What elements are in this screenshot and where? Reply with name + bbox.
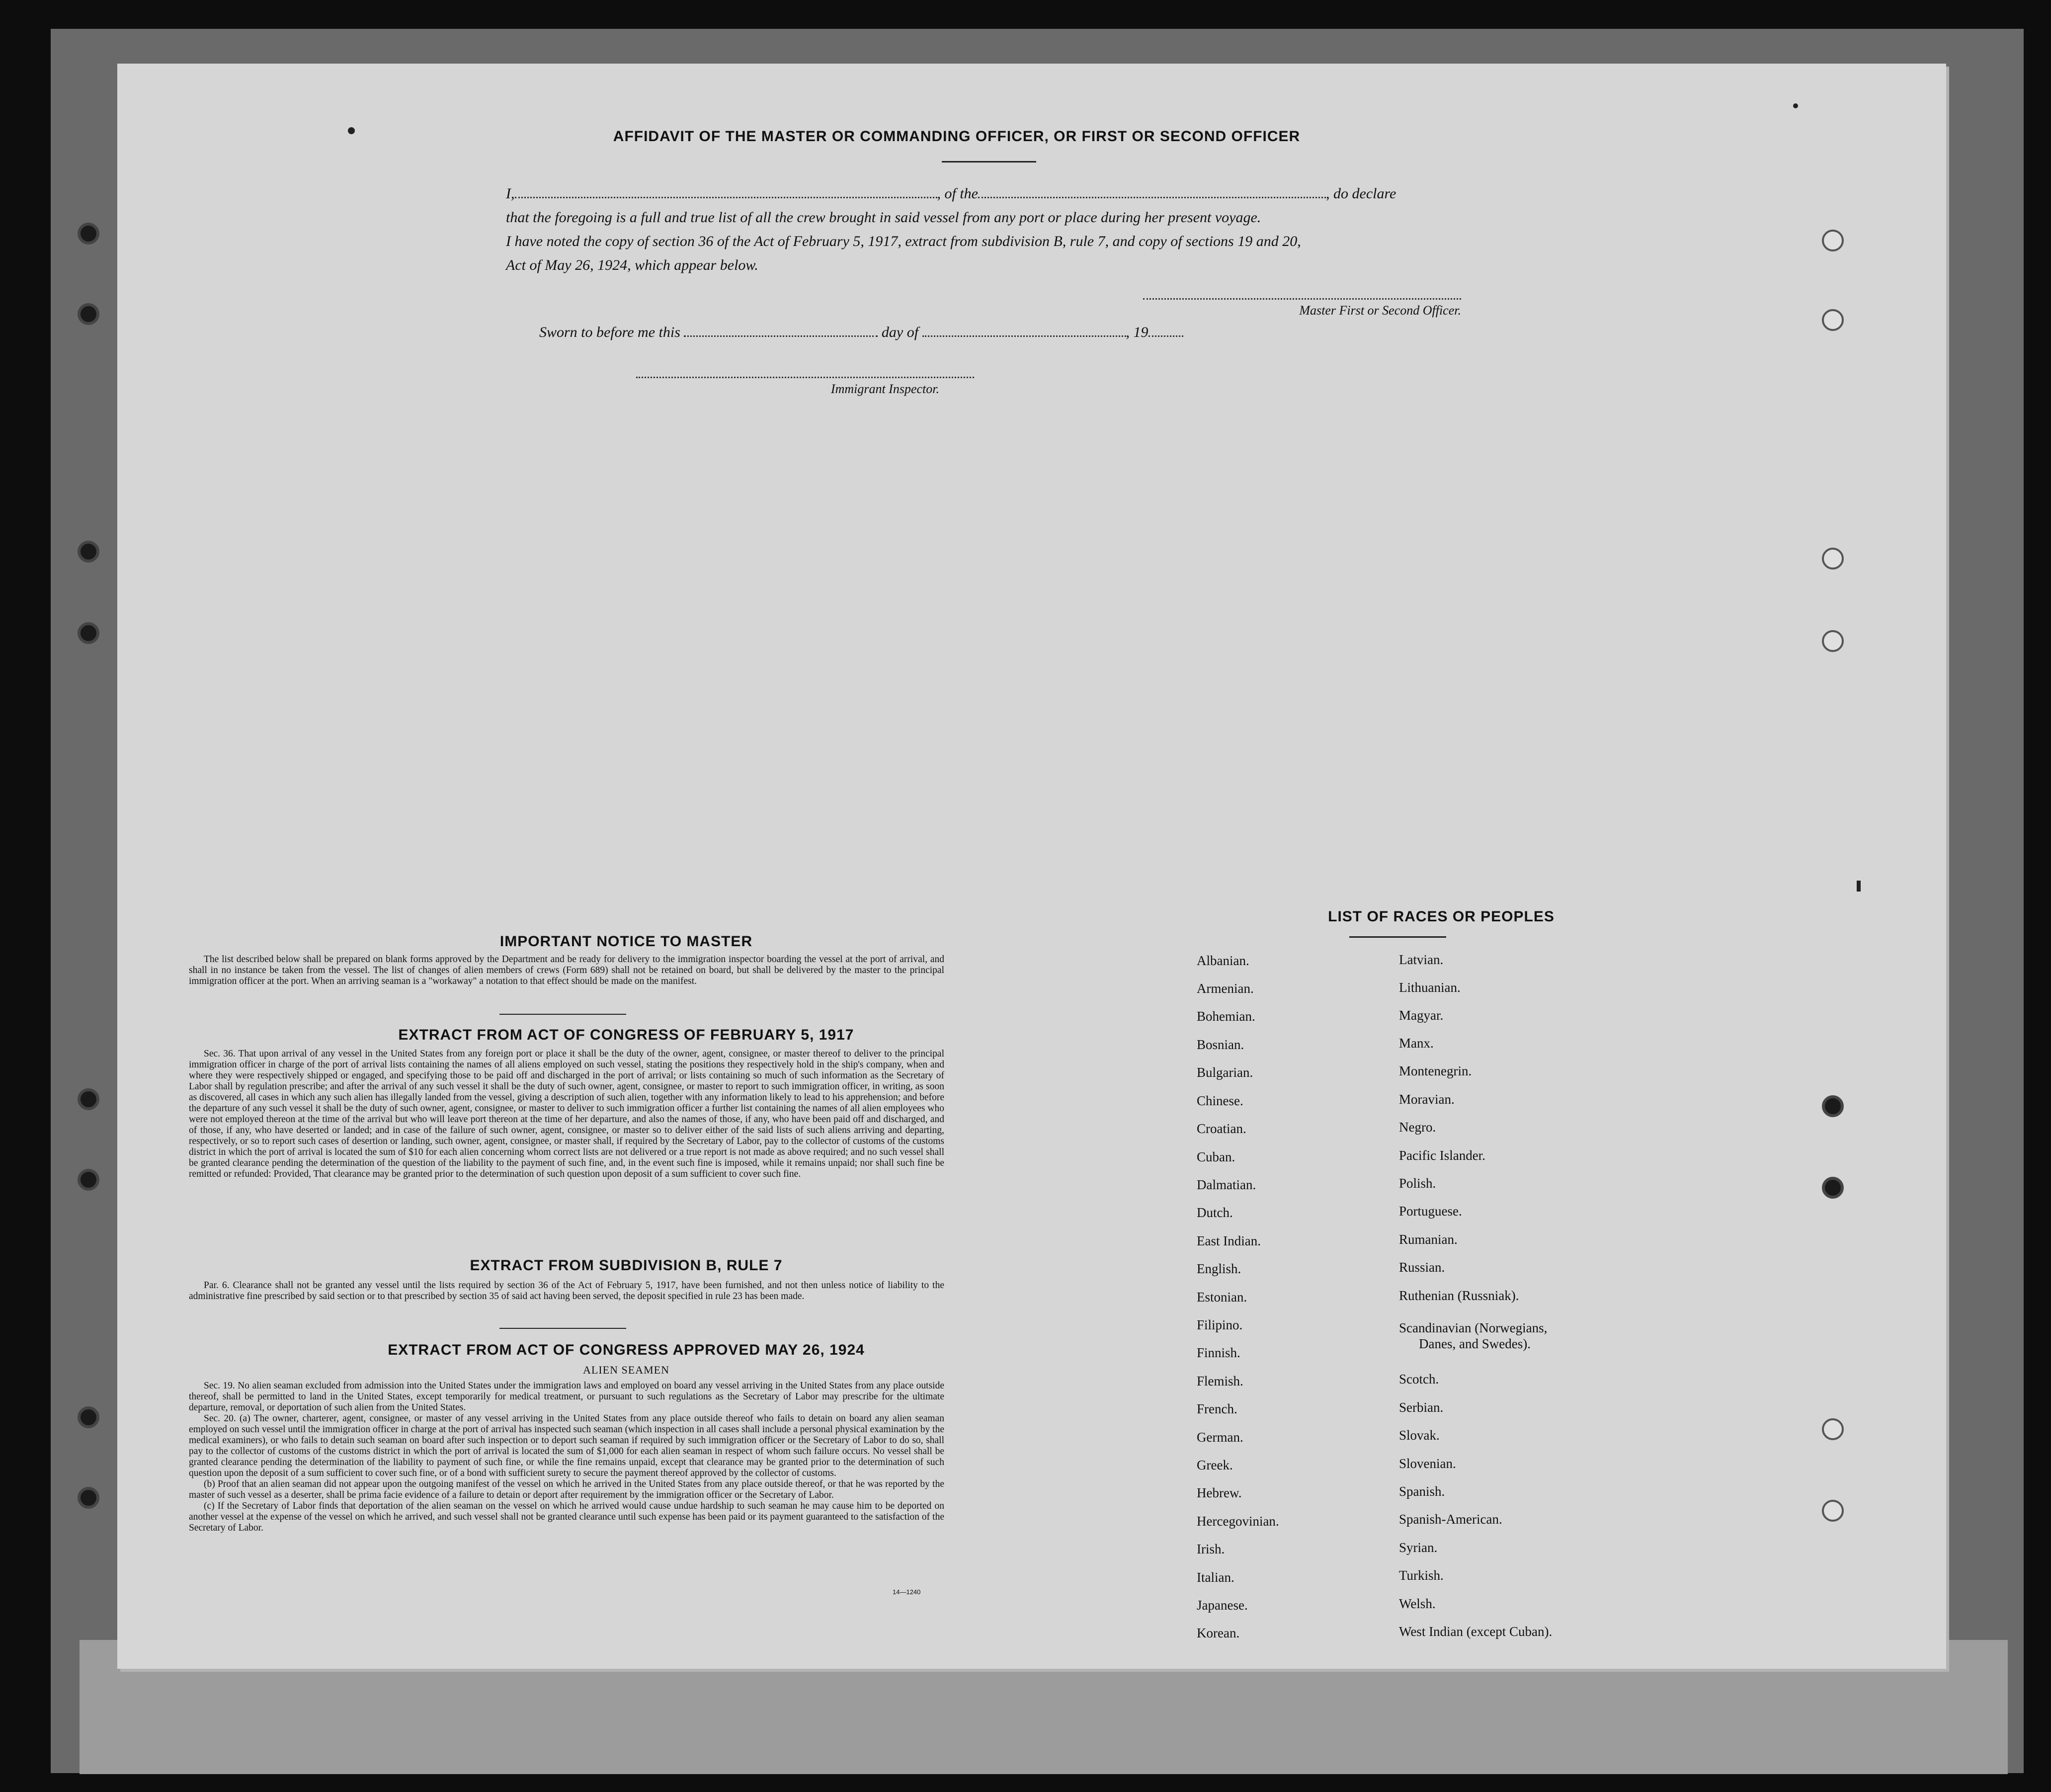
name-blank[interactable] bbox=[515, 197, 937, 198]
race-item: Rumanian. bbox=[1399, 1232, 1458, 1247]
extract-rule7-text: Par. 6. Clearance shall not be granted any vessel until the lists required by section 36 of the Act of February 5, 1917, have been furnished, and not then unless notice of liability to the administrative fine prescribed by said section or to that prescribed by section 35 of said act having been served, the deposit specified in rule 23 has been made. bbox=[189, 1280, 944, 1302]
master-signature bbox=[1138, 288, 1461, 318]
race-item: Hercegovinian. bbox=[1197, 1514, 1279, 1529]
race-item: German. bbox=[1197, 1430, 1243, 1445]
binder-hole bbox=[1822, 309, 1844, 331]
race-item: Spanish. bbox=[1399, 1484, 1445, 1499]
race-item: Filipino. bbox=[1197, 1317, 1243, 1332]
race-item: Latvian. bbox=[1399, 952, 1444, 967]
affidavit-of-the: , of the bbox=[937, 185, 978, 202]
extract-1917-text: Sec. 36. That upon arrival of any vessel in the United States from any foreign port or place it shall be the duty of the owner, agent, consignee, or master thereof to deliver to the principal immigration officer in charge of the port of arrival lists containing the names of all aliens employed on such vessel, stating the positions they respectively hold in the ship's company, when and where they were respectively shipped or engaged, and specifying those to be paid off and discharged in the port of arrival; or lists containing so much of such information as the Secretary of Labor shall by regulation prescribe; and after the arrival of any such vessel it shall be the duty of such owner, agent, consignee, or master to report to such immigration officer, in writing, as soon as discovered, all cases in which any such alien has illegally landed from the vessel, giving a description of such alien, together with any information likely to lead to his apprehension; and before the departure of any such vessel it shall be the duty of such owner, agent, consignee, or master to deliver to such immigration officer a further list containing the names of all alien employees who were not employed thereon at the time of the arrival but who will leave port thereon at the time of her departure, and also the names of those, if any, who have been paid off and discharged, and of those, if any, who have deserted or landed; and in case of the failure of such owner, agent, consignee, or master so to deliver either of the said lists of such aliens arriving and departing, respectively, or so to report such cases of desertion or landing, such owner, agent, consignee, or master shall, if required by the Secretary of Labor, pay to the collector of customs of the customs district in which the port of arrival is located the sum of $10 for each alien concerning whom correct lists are not delivered or a true report is not made as above required; and no such vessel shall be granted clearance pending the determination of the question of the liability to the payment of such fine, and, in the event such fine is imposed, while it remains unpaid; nor shall such fine be remitted or refunded: Provided, That clearance may be granted prior to the determination of such question upon deposit of a sum sufficient to cover such fine. bbox=[189, 1049, 944, 1179]
race-item: Scandinavian (Norwegians, bbox=[1399, 1320, 1548, 1335]
race-item: Hebrew. bbox=[1197, 1485, 1242, 1500]
race-item: Italian. bbox=[1197, 1570, 1234, 1585]
extract-1924-body bbox=[189, 1381, 944, 1534]
affidavit-line-1 bbox=[506, 182, 1475, 206]
binder-hole bbox=[78, 223, 99, 244]
race-item: English. bbox=[1197, 1261, 1241, 1276]
section-rule bbox=[499, 1328, 626, 1329]
race-item-scandinavian bbox=[1399, 1320, 1608, 1352]
race-item: Irish. bbox=[1197, 1542, 1225, 1556]
race-item: Estonian. bbox=[1197, 1290, 1247, 1304]
race-item: Bosnian. bbox=[1197, 1037, 1244, 1052]
extract-1917-body bbox=[189, 1049, 944, 1180]
race-item: Flemish. bbox=[1197, 1374, 1243, 1388]
affidavit-declare: , do declare bbox=[1326, 185, 1396, 202]
race-item: Croatian. bbox=[1197, 1121, 1246, 1136]
race-item: Slovenian. bbox=[1399, 1456, 1456, 1471]
race-item: Dalmatian. bbox=[1197, 1177, 1256, 1192]
sec-19-text: Sec. 19. No alien seaman excluded from admission into the United States under the immigration laws and employed on board any vessel arriving in the United States from any place outside thereof, shall be permitted to land in the United States, except temporarily for medical treatment, or pursuant to such regulations as the Secretary of Labor may prescribe for the ultimate departure, removal, or deportation of such alien from the United States. bbox=[189, 1381, 944, 1413]
extract-rule7-body bbox=[189, 1280, 944, 1302]
races-rule bbox=[1349, 936, 1446, 938]
extract-1924-title: EXTRACT FROM ACT OF CONGRESS APPROVED MAY 26, 1924 bbox=[388, 1342, 865, 1358]
race-item: Montenegrin. bbox=[1399, 1063, 1472, 1078]
master-signature-label: Master First or Second Officer. bbox=[1299, 303, 1461, 318]
form-number: 14—1240 bbox=[893, 1588, 921, 1596]
affidavit-body bbox=[506, 182, 1475, 277]
sec-20b-text: (b) Proof that an alien seaman did not appear upon the outgoing manifest of the vessel on which he arrived in the United States from any place outside thereof, or that he was reported by the master of such vessel as a deserter, shall be prima facie evidence of a failure to detain or deport after requirement by the immigration officer or the Secretary of Labor. bbox=[189, 1479, 944, 1500]
race-item: Scotch. bbox=[1399, 1372, 1439, 1386]
race-item: Greek. bbox=[1197, 1458, 1233, 1472]
binder-hole bbox=[1822, 548, 1844, 570]
race-item: Slovak. bbox=[1399, 1428, 1440, 1443]
race-item: French. bbox=[1197, 1401, 1237, 1416]
sec-20a-text: Sec. 20. (a) The owner, charterer, agent, consignee, or master of any vessel arriving in the United States from any place outside thereof who fails to detain on board any alien seaman employed on such vessel until the immigration officer in charge at the port of arrival has inspected such seaman (which inspection in all cases shall include a personal physical examination by the medical examiners), or who fails to detain such seaman on board after such inspection or to deport such seaman if required by such immigration officer or the Secretary of Labor to do so, shall pay to the collector of customs of the customs district in which the port of arrival is located the sum of $1,000 for each alien seaman in respect of whom such failure occurs. No vessel shall be granted clearance pending the determination of the liability to payment of such fine, or while the fine remains unpaid, except that clearance may be granted prior to the determination of such question upon the deposit of a sum sufficient to cover such fine, or of a bond with sufficient surety to secure the payment thereof approved by the collector of customs. bbox=[189, 1413, 944, 1478]
race-item: Dutch. bbox=[1197, 1205, 1233, 1220]
race-item: Albanian. bbox=[1197, 953, 1249, 968]
sworn-year: , 19 bbox=[1126, 324, 1149, 340]
ink-speck bbox=[348, 127, 355, 134]
sworn-day-of: day of bbox=[881, 324, 919, 340]
vessel-blank[interactable] bbox=[978, 197, 1326, 198]
race-item: Welsh. bbox=[1399, 1596, 1436, 1611]
sworn-year-blank[interactable] bbox=[1149, 335, 1183, 337]
race-item: East Indian. bbox=[1197, 1233, 1261, 1248]
sworn-line bbox=[539, 324, 1183, 341]
race-item: Turkish. bbox=[1399, 1568, 1444, 1583]
race-item: Ruthenian (Russniak). bbox=[1399, 1288, 1519, 1303]
binder-hole bbox=[1822, 1418, 1844, 1440]
race-item: Moravian. bbox=[1399, 1092, 1455, 1107]
race-item: Finnish. bbox=[1197, 1345, 1240, 1360]
sworn-date-blank[interactable] bbox=[684, 335, 878, 337]
affidavit-line-3: I have noted the copy of section 36 of the Act of February 5, 1917, extract from subdivision B, rule 7, and copy of sections 19 and 20, bbox=[506, 233, 1301, 249]
race-item: Cuban. bbox=[1197, 1149, 1235, 1164]
race-item: Russian. bbox=[1399, 1260, 1445, 1275]
affidavit-line-2: that the foregoing is a full and true list of all the crew brought in said vessel from any port or place during her present voyage. bbox=[506, 209, 1261, 226]
binder-hole bbox=[78, 1088, 99, 1110]
race-item: Korean. bbox=[1197, 1626, 1240, 1640]
sworn-prefix: Sworn to before me this bbox=[539, 324, 680, 340]
race-item: Lithuanian. bbox=[1399, 980, 1461, 995]
race-item: Syrian. bbox=[1399, 1540, 1438, 1555]
race-item: Manx. bbox=[1399, 1036, 1434, 1051]
binder-hole bbox=[78, 303, 99, 325]
ink-speck bbox=[1793, 103, 1798, 108]
extract-rule7-title: EXTRACT FROM SUBDIVISION B, RULE 7 bbox=[470, 1257, 783, 1274]
binder-hole bbox=[1822, 1500, 1844, 1522]
race-item: Polish. bbox=[1399, 1176, 1436, 1191]
sec-20c-text: (c) If the Secretary of Labor finds that deportation of the alien seaman on the vessel on which he arrived would cause undue hardship to such seaman he may cause him to be deported on another vessel at the expense of the vessel on which he arrived, and such vessel shall not be granted clearance until such expense has been paid or its payment guaranteed to the satisfaction of the Secretary of Labor. bbox=[189, 1501, 944, 1533]
race-item: Magyar. bbox=[1399, 1008, 1444, 1023]
binder-hole bbox=[1822, 230, 1844, 251]
binder-hole bbox=[78, 1487, 99, 1509]
race-item: Portuguese. bbox=[1399, 1204, 1462, 1219]
affidavit-line-4: Act of May 26, 1924, which appear below. bbox=[506, 257, 758, 273]
notice-body bbox=[189, 954, 944, 987]
binder-hole bbox=[78, 1169, 99, 1191]
race-item: Pacific Islander. bbox=[1399, 1148, 1485, 1163]
race-item: Bulgarian. bbox=[1197, 1065, 1253, 1080]
binder-hole bbox=[1822, 1177, 1844, 1199]
section-rule bbox=[499, 1014, 626, 1015]
binder-hole bbox=[1822, 1095, 1844, 1117]
sworn-month-blank[interactable] bbox=[922, 335, 1126, 337]
affidavit-i: I, bbox=[506, 185, 515, 202]
inspector-signature-line[interactable] bbox=[636, 377, 974, 378]
ink-speck bbox=[1857, 881, 1861, 892]
affidavit-title: AFFIDAVIT OF THE MASTER OR COMMANDING OFFICER, OR FIRST OR SECOND OFFICER bbox=[613, 128, 1301, 145]
title-rule bbox=[942, 161, 1036, 163]
race-item: Chinese. bbox=[1197, 1093, 1243, 1108]
races-title: LIST OF RACES OR PEOPLES bbox=[1328, 908, 1555, 925]
binder-hole bbox=[78, 1406, 99, 1428]
notice-text: The list described below shall be prepared on blank forms approved by the Department and be ready for delivery to the immigration inspector boarding the vessel at the port of arrival, and shall in no instance be taken from the vessel. The list of changes of alien members of crews (Form 689) shall not be retained on board, but shall be delivered by the master to the principal immigration officer at the port. When an arriving seaman is a "workaway" a notation to that effect should be made on the manifest. bbox=[189, 954, 944, 986]
extract-1917-title: EXTRACT FROM ACT OF CONGRESS OF FEBRUARY 5, 1917 bbox=[398, 1027, 854, 1043]
binder-hole bbox=[1822, 630, 1844, 652]
notice-title: IMPORTANT NOTICE TO MASTER bbox=[499, 933, 753, 950]
race-item: Armenian. bbox=[1197, 981, 1254, 996]
race-item: Japanese. bbox=[1197, 1598, 1248, 1613]
master-signature-line[interactable] bbox=[1143, 298, 1461, 300]
race-item: Spanish-American. bbox=[1399, 1512, 1502, 1527]
race-item-continued: Danes, and Swedes). bbox=[1419, 1336, 1531, 1351]
race-item: Bohemian. bbox=[1197, 1009, 1255, 1024]
inspector-signature bbox=[636, 367, 974, 397]
inspector-label: Immigrant Inspector. bbox=[830, 382, 939, 396]
race-item: Negro. bbox=[1399, 1120, 1436, 1135]
binder-hole bbox=[78, 541, 99, 563]
race-item: West Indian (except Cuban). bbox=[1399, 1624, 1553, 1639]
race-item: Serbian. bbox=[1399, 1400, 1444, 1415]
alien-seamen-subtitle: ALIEN SEAMEN bbox=[583, 1364, 669, 1376]
binder-hole bbox=[78, 622, 99, 644]
